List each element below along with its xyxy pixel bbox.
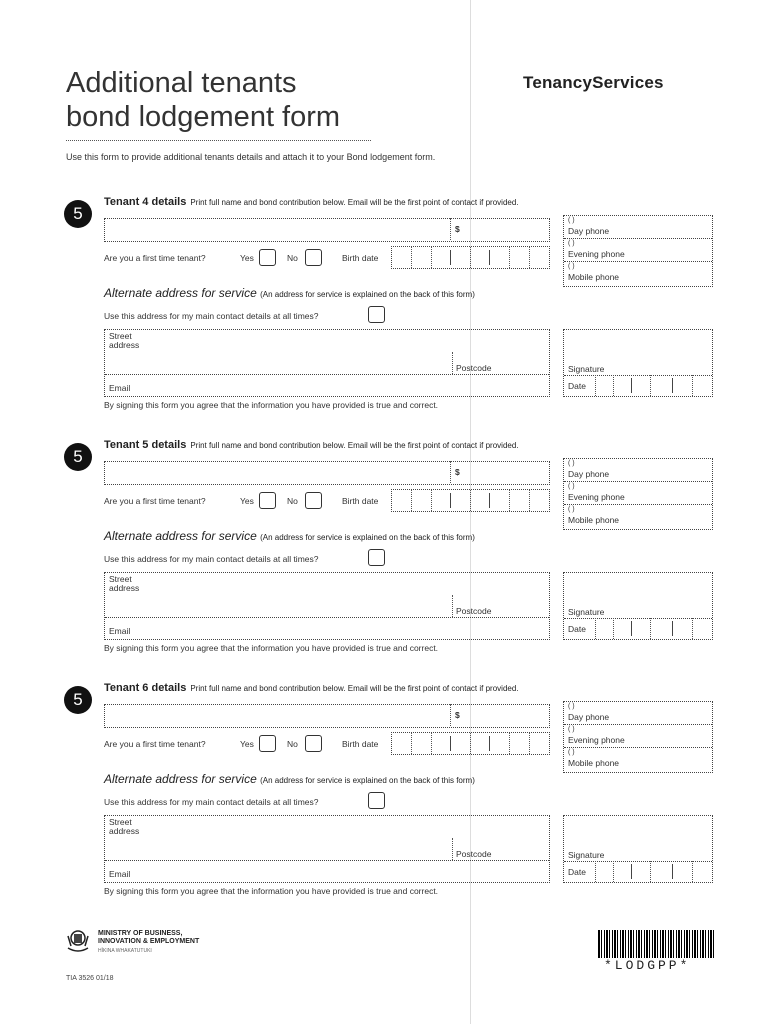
tenant-section — [0, 439, 770, 673]
alt-address-heading: Alternate address for service (An address for service is explained on the back of this form) — [104, 529, 475, 543]
use-address-checkbox[interactable] — [368, 549, 385, 566]
day-phone-label: Day phone — [568, 712, 610, 722]
birth-date-label: Birth date — [342, 253, 379, 263]
tenant-instructions: Print full name and bond contribution below. Email will be the first point of contact if provided. — [190, 441, 519, 450]
address-box[interactable]: Street address Postcode Email — [104, 329, 550, 397]
email-label: Email — [109, 383, 131, 393]
signature-label: Signature — [568, 850, 605, 860]
evening-phone-label: Evening phone — [568, 735, 625, 745]
name-field[interactable] — [104, 461, 550, 485]
barcode-text: *LODGPP* — [604, 958, 691, 973]
no-label: No — [287, 496, 298, 506]
title-divider — [66, 140, 371, 141]
yes-label: Yes — [240, 253, 254, 263]
barcode — [598, 930, 716, 958]
yes-checkbox[interactable] — [259, 249, 276, 266]
date-label: Date — [568, 867, 586, 877]
address-box[interactable]: Street address Postcode Email — [104, 572, 550, 640]
alt-address-heading: Alternate address for service (An address for service is explained on the back of this form) — [104, 286, 475, 300]
use-address-label: Use this address for my main contact details at all times? — [104, 554, 319, 564]
first-time-label: Are you a first time tenant? — [104, 253, 206, 263]
postcode-label: Postcode — [456, 363, 492, 373]
signature-box[interactable] — [563, 572, 713, 640]
yes-label: Yes — [240, 739, 254, 749]
mobile-phone-label: Mobile phone — [568, 515, 620, 525]
brand-logo: TenancyServices — [523, 73, 664, 92]
postcode-label: Postcode — [456, 849, 492, 859]
tenant-title: Tenant 5 details Print full name and bond contribution below. Email will be the first point of contact if provided. — [104, 439, 519, 451]
ministry-name: MINISTRY OF BUSINESS, INNOVATION & EMPLOYMENT — [98, 930, 200, 945]
address-box[interactable]: Street address Postcode Email — [104, 815, 550, 883]
tenant-section — [0, 196, 770, 430]
signature-box[interactable] — [563, 815, 713, 883]
section-badge: 5 — [64, 443, 92, 471]
section-badge: 5 — [64, 686, 92, 714]
yes-checkbox[interactable] — [259, 735, 276, 752]
agreement-text: By signing this form you agree that the information you have provided is true and correct. — [104, 886, 439, 896]
first-time-label: Are you a first time tenant? — [104, 739, 206, 749]
birth-date-field[interactable] — [391, 732, 550, 755]
agreement-text: By signing this form you agree that the information you have provided is true and correct. — [104, 400, 439, 410]
signature-label: Signature — [568, 607, 605, 617]
signature-label: Signature — [568, 364, 605, 374]
date-label: Date — [568, 381, 586, 391]
phone-box[interactable]: ( ) Day phone ( ) Evening phone ( ) Mobile phone — [563, 215, 713, 287]
tenant-section — [0, 682, 770, 916]
dollar-label: $ — [455, 467, 460, 477]
birth-date-label: Birth date — [342, 739, 379, 749]
tenant-title: Tenant 4 details Print full name and bond contribution below. Email will be the first point of contact if provided. — [104, 196, 519, 208]
nz-coat-of-arms-icon — [64, 926, 92, 954]
section-badge: 5 — [64, 200, 92, 228]
email-label: Email — [109, 626, 131, 636]
no-label: No — [287, 739, 298, 749]
birth-date-field[interactable] — [391, 246, 550, 269]
use-address-checkbox[interactable] — [368, 792, 385, 809]
day-phone-label: Day phone — [568, 226, 610, 236]
tenant-title: Tenant 6 details Print full name and bond contribution below. Email will be the first point of contact if provided. — [104, 682, 519, 694]
intro-text: Use this form to provide additional tenants details and attach it to your Bond lodgement form. — [66, 152, 436, 162]
name-field[interactable] — [104, 218, 550, 242]
evening-phone-label: Evening phone — [568, 492, 625, 502]
use-address-checkbox[interactable] — [368, 306, 385, 323]
no-label: No — [287, 253, 298, 263]
no-checkbox[interactable] — [305, 735, 322, 752]
page-title: Additional tenants bond lodgement form — [66, 67, 341, 133]
tenant-instructions: Print full name and bond contribution below. Email will be the first point of contact if provided. — [190, 198, 519, 207]
no-checkbox[interactable] — [305, 249, 322, 266]
tenant-instructions: Print full name and bond contribution below. Email will be the first point of contact if provided. — [190, 684, 519, 693]
name-divider — [450, 218, 451, 240]
mobile-phone-label: Mobile phone — [568, 272, 620, 282]
signature-box[interactable] — [563, 329, 713, 397]
no-checkbox[interactable] — [305, 492, 322, 509]
dollar-label: $ — [455, 710, 460, 720]
yes-label: Yes — [240, 496, 254, 506]
use-address-label: Use this address for my main contact details at all times? — [104, 311, 319, 321]
yes-checkbox[interactable] — [259, 492, 276, 509]
phone-box[interactable]: ( ) Day phone ( ) Evening phone ( ) Mobile phone — [563, 701, 713, 773]
email-label: Email — [109, 869, 131, 879]
ministry-maori: HĪKINA WHAKATUTUKI — [98, 948, 152, 954]
postcode-label: Postcode — [456, 606, 492, 616]
agreement-text: By signing this form you agree that the information you have provided is true and correct. — [104, 643, 439, 653]
birth-date-label: Birth date — [342, 496, 379, 506]
evening-phone-label: Evening phone — [568, 249, 625, 259]
name-divider — [450, 704, 451, 726]
name-divider — [450, 461, 451, 483]
alt-address-heading: Alternate address for service (An address for service is explained on the back of this form) — [104, 772, 475, 786]
dollar-label: $ — [455, 224, 460, 234]
mobile-phone-label: Mobile phone — [568, 758, 620, 768]
use-address-label: Use this address for my main contact details at all times? — [104, 797, 319, 807]
day-phone-label: Day phone — [568, 469, 610, 479]
name-field[interactable] — [104, 704, 550, 728]
birth-date-field[interactable] — [391, 489, 550, 512]
phone-box[interactable]: ( ) Day phone ( ) Evening phone ( ) Mobile phone — [563, 458, 713, 530]
form-number: TIA 3526 01/18 — [66, 975, 114, 982]
first-time-label: Are you a first time tenant? — [104, 496, 206, 506]
date-label: Date — [568, 624, 586, 634]
